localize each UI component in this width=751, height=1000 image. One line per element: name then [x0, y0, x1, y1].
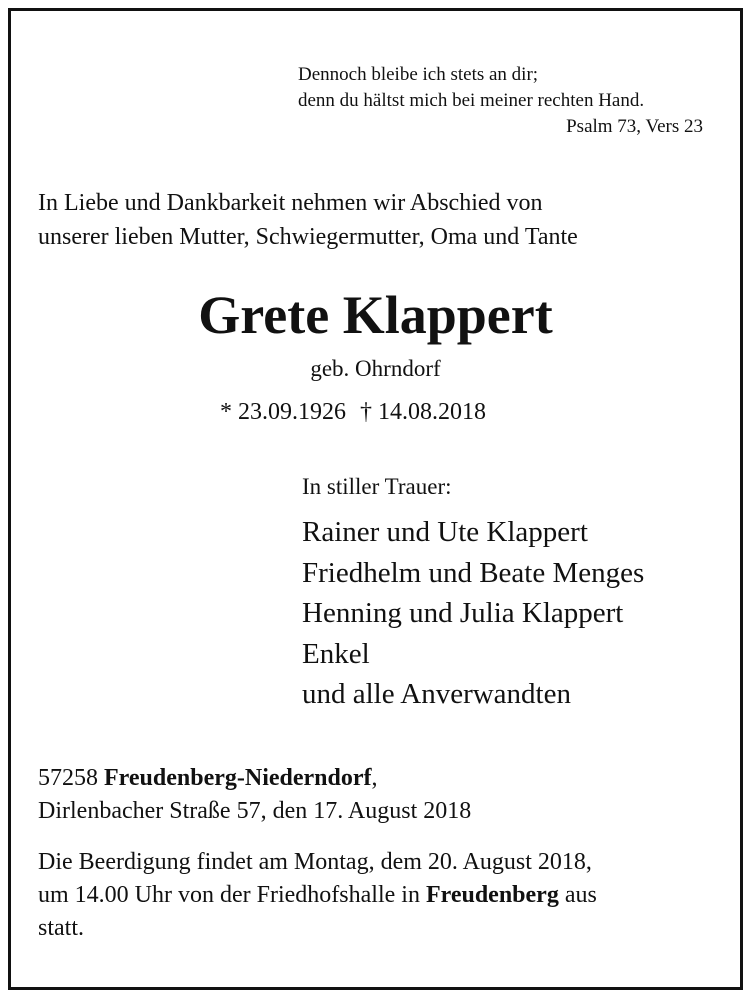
verse-reference: Psalm 73, Vers 23 [566, 116, 703, 137]
mourner-item: Rainer und Ute Klappert [302, 516, 588, 548]
funeral-notice [38, 846, 597, 945]
life-dates [220, 396, 486, 428]
verse-line-2: denn du hältst mich bei meiner rechten Hand. [298, 90, 645, 111]
funeral-line-2 [38, 879, 597, 912]
funeral-line-3: statt. [38, 915, 84, 941]
mourner-item: Henning und Julia Klappert [302, 597, 624, 629]
mourner-item: Friedhelm und Beate Menges [302, 556, 645, 589]
intro-line-2: unserer lieben Mutter, Schwiegermutter, Oma und Tante [38, 224, 578, 250]
death-date: † 14.08.2018 [360, 399, 486, 425]
intro-text [38, 186, 578, 254]
funeral-line-2-suffix: aus [564, 882, 597, 908]
funeral-line-1: Die Beerdigung findet am Montag, dem 20. August 2018, [38, 849, 592, 875]
mourner-list [302, 512, 644, 715]
town-suffix: , [371, 765, 378, 791]
deceased-name: Grete Klappert [198, 285, 553, 345]
address-line-2: Dirlenbacher Straße 57, den 17. August 2018 [38, 798, 472, 824]
funeral-place: Freudenberg [425, 882, 559, 908]
funeral-line-2-prefix: um 14.00 Uhr von der Friedhofshalle in [38, 882, 420, 908]
address-line-1 [38, 762, 471, 795]
postal-code: 57258 [38, 765, 98, 791]
mourner-item: und alle Anverwandten [302, 678, 571, 710]
mourning-label: In stiller Trauer: [302, 474, 452, 499]
psalm-verse [298, 62, 703, 140]
birth-name: geb. Ohrndorf [310, 356, 441, 381]
town-name: Freudenberg-Niederndorf [104, 765, 372, 791]
verse-line-1: Dennoch bleibe ich stets an dir; [298, 64, 539, 85]
intro-line-1: In Liebe und Dankbarkeit nehmen wir Abschied von [38, 190, 543, 216]
birth-date: * 23.09.1926 [220, 399, 346, 425]
mourner-item: Enkel [302, 637, 370, 670]
address-block [38, 762, 471, 828]
